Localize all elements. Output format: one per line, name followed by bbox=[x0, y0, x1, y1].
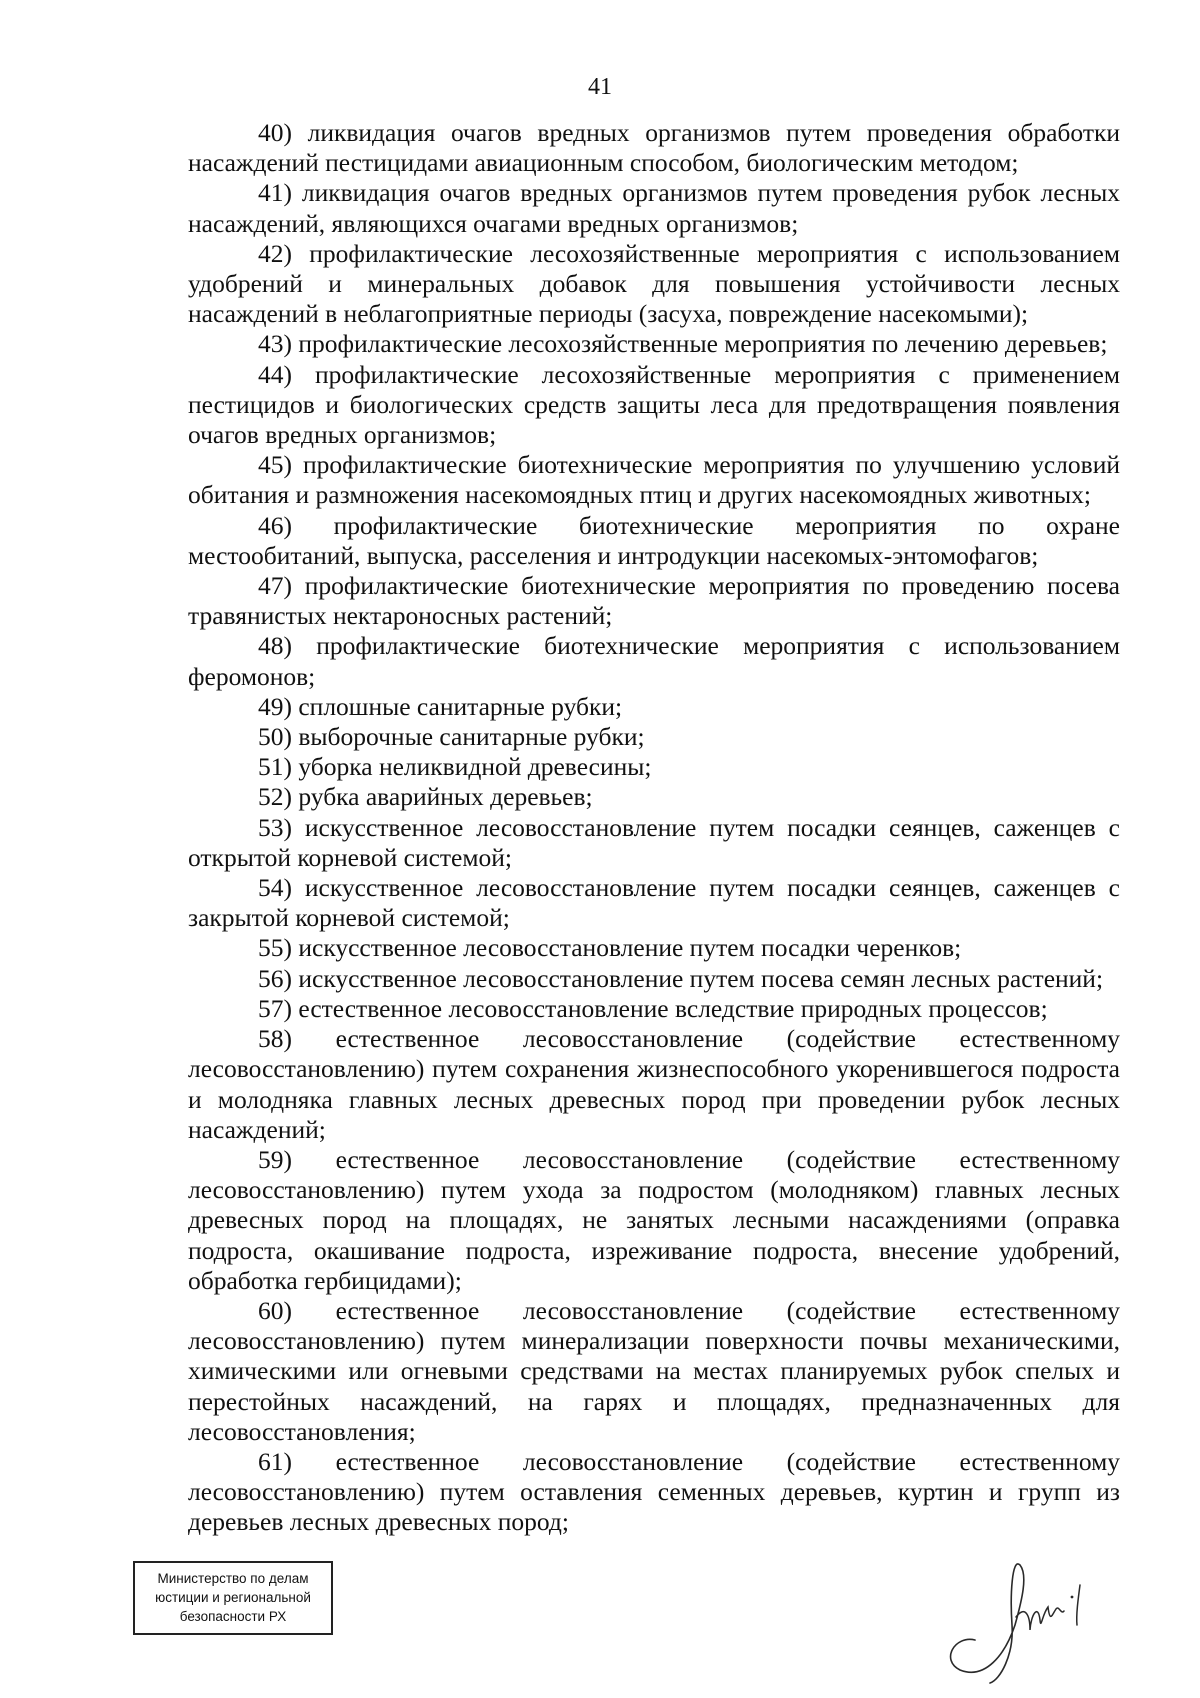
list-item: 59) естественное лесовосстановление (содействие естественному лесовосстановлению) путем ухода за подростом (молодняком) главных лесных древесных пород на площадях, не занятых лесными насаждениями (оправка подроста, окашивание подроста, изреживание подроста, внесение удобрений, обработка гербицидами); bbox=[188, 1144, 1120, 1295]
list-item: 44) профилактические лесохозяйственные мероприятия с применением пестицидов и биологических средств защиты леса для предотвращения появления очагов вредных организмов; bbox=[188, 359, 1120, 450]
list-item: 61) естественное лесовосстановление (содействие естественному лесовосстановлению) путем оставления семенных деревьев, куртин и групп из деревьев лесных древесных пород; bbox=[188, 1446, 1120, 1537]
list-item: 45) профилактические биотехнические мероприятия по улучшению условий обитания и размножения насекомоядных птиц и других насекомоядных животных; bbox=[188, 450, 1120, 510]
list-item: 43) профилактические лесохозяйственные мероприятия по лечению деревьев; bbox=[258, 329, 1108, 359]
document-body bbox=[188, 118, 1120, 1538]
list-item: 53) искусственное лесовосстановление путем посадки сеянцев, саженцев с открытой корневой системой; bbox=[188, 812, 1120, 872]
stamp-line: безопасности РХ bbox=[179, 1609, 287, 1624]
list-item: 57) естественное лесовосстановление вследствие природных процессов; bbox=[258, 993, 1048, 1023]
list-item: 42) профилактические лесохозяйственные мероприятия с использованием удобрений и минеральных добавок для повышения устойчивости лесных насаждений в неблагоприятные периоды (засуха, повреждение насекомыми); bbox=[188, 238, 1120, 329]
list-item: 60) естественное лесовосстановление (содействие естественному лесовосстановлению) путем минерализации поверхности почвы механическими, химическими или огневыми средствами на местах планируемых рубок спелых и перестойных насаждений, на гарях и площадях, предназначенных для лесовосстановления; bbox=[188, 1295, 1120, 1446]
list-item: 54) искусственное лесовосстановление путем посадки сеянцев, саженцев с закрытой корневой системой; bbox=[188, 873, 1120, 933]
list-item: 47) профилактические биотехнические мероприятия по проведению посева травянистых нектароносных растений; bbox=[188, 571, 1120, 631]
stamp-line: юстиции и региональной bbox=[155, 1590, 311, 1605]
list-item: 52) рубка аварийных деревьев; bbox=[258, 782, 593, 812]
list-item: 56) искусственное лесовосстановление путем посева семян лесных растений; bbox=[258, 963, 1104, 993]
list-item: 48) профилактические биотехнические мероприятия с использованием феромонов; bbox=[188, 631, 1120, 691]
list-item: 46) профилактические биотехнические мероприятия по охране местообитаний, выпуска, расселения и интродукции насекомых-энтомофагов; bbox=[188, 510, 1120, 570]
list-item: 49) сплошные санитарные рубки; bbox=[258, 691, 623, 721]
list-item: 51) уборка неликвидной древесины; bbox=[258, 752, 652, 782]
list-item: 50) выборочные санитарные рубки; bbox=[258, 722, 645, 752]
ministry-stamp bbox=[133, 1561, 333, 1635]
signature-icon bbox=[930, 1545, 1110, 1685]
list-item: 58) естественное лесовосстановление (содействие естественному лесовосстановлению) путем сохранения жизнеспособного укоренившегося подроста и молодняка главных лесных древесных пород при проведении рубок лесных насаждений; bbox=[188, 1024, 1120, 1144]
page-number: 41 bbox=[588, 74, 612, 100]
stamp-line: Министерство по делам bbox=[157, 1571, 309, 1586]
list-item: 41) ликвидация очагов вредных организмов путем проведения рубок лесных насаждений, являющихся очагами вредных организмов; bbox=[188, 178, 1120, 238]
list-item: 40) ликвидация очагов вредных организмов путем проведения обработки насаждений пестицидами авиационным способом, биологическим методом; bbox=[188, 118, 1120, 178]
list-item: 55) искусственное лесовосстановление путем посадки черенков; bbox=[258, 933, 962, 963]
